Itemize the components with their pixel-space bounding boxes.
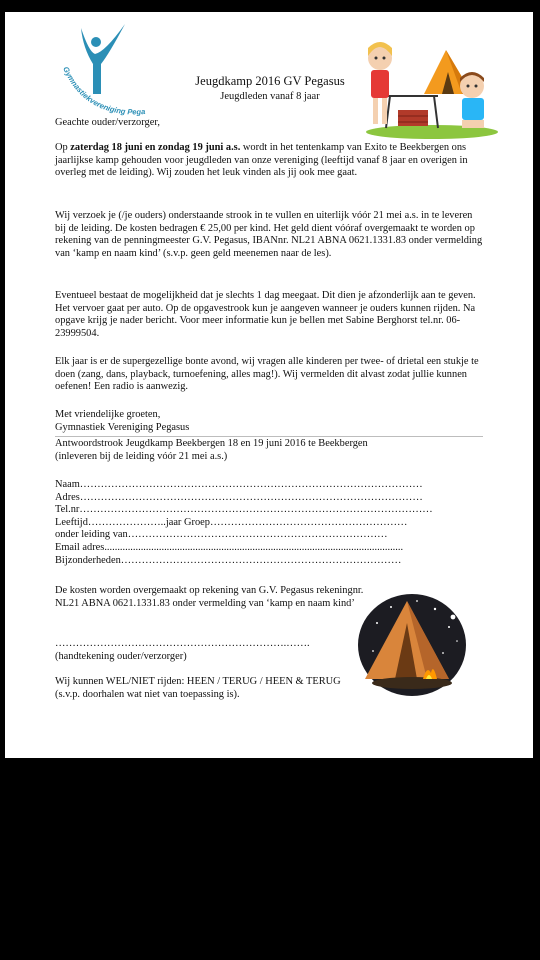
paragraph-camp-dates: [55, 142, 485, 180]
paragraph-bonte-avond: Elk jaar is er de supergezellige bonte avond, wij vragen alle kinderen per twee- of drietal een stukje te doen (zang, dans, playback, turnoefening, alles mag!). Wij vermelden dit alvast zodat jullie kunnen oefenen! Een radio is aanwezig.: [55, 356, 479, 393]
p1-dates: zaterdag 18 juni en zondag 19 juni a.s.: [70, 142, 241, 153]
field-phone[interactable]: Tel.nr…………………………………………………………………………………………: [55, 504, 433, 516]
cost-line-1: De kosten worden overgemaakt op rekening van G.V. Pegasus rekeningnr.: [55, 585, 364, 596]
gymnast-logo-icon: [55, 24, 155, 119]
page-subtitle: Jeugdleden vanaf 8 jaar: [220, 91, 320, 102]
driving-option: Wij kunnen WEL/NIET rijden: HEEN / TERUG / HEEN & TERUG: [55, 676, 341, 687]
signature-field[interactable]: ………………………………………………………….…….: [55, 638, 310, 649]
paragraph-costs: Wij verzoek je (/je ouders) onderstaande strook in te vullen en uiterlijk vóór 21 mei a.s. in te leveren bij de leiding. De kosten bedragen € 25,00 per kind. Het geld dient vóóraf overgemaakt te worden op rekening van de penningmeester G.V. Pegasus, IBANnr. NL21 ABNA 0621.1331.83 onder vermelding van ‘kamp en naam kind’ (s.v.p. geen geld meenemen naar de les).: [55, 210, 483, 259]
reply-form: [55, 479, 485, 567]
kids-camping-illustration: [362, 36, 502, 140]
field-address[interactable]: Adres………………………………………………………………………………………: [55, 491, 423, 503]
organisation-signature: Gymnastiek Vereniging Pegasus: [55, 422, 190, 433]
field-email[interactable]: Email adres...................................................................................................................: [55, 541, 404, 553]
field-details[interactable]: Bijzonderheden………………………………………………………………………: [55, 554, 402, 566]
logo-text: Gymnastiekvereniging Pega: [61, 65, 146, 117]
field-age-group[interactable]: Leeftijd…………………..jaar Groep…………………………………………………: [55, 516, 408, 528]
p1-pre: Op: [55, 142, 71, 153]
field-leader[interactable]: onder leiding van…………………………………………………………………: [55, 529, 388, 541]
pegasus-logo: [55, 24, 155, 119]
moon-icon: [451, 615, 456, 620]
reply-slip-subtitle: (inleveren bij de leiding vóór 21 mei a.s.): [55, 451, 228, 462]
paragraph-transport: Eventueel bestaat de mogelijkheid dat je slechts 1 dag meegaat. Dit dien je afzonderlijk aan te geven. Het vervoer gaat per auto. Op de opgavestrook kun je aangeven wanneer je ouders kunnen rijden. Na opgave krijg je nader bericht. Voor meer informatie kun je bellen met Sabine Berghorst tel.nr. 06-23999504.: [55, 290, 476, 339]
field-name[interactable]: Naam………………………………………………………………………………………: [55, 479, 423, 490]
p1-post: wordt in het tentenkamp van Exito te Beekbergen ons jaarlijkse kamp gehouden voor jeugdleden van onze vereniging (leeftijd vanaf 8 jaar en overigen in overleg met de leiding). Wij zouden het leuk vinden als jij ook mee gaat.: [55, 142, 468, 179]
night-tent-illustration: [357, 593, 467, 697]
letter-page: [5, 12, 533, 758]
divider: [55, 436, 483, 437]
greeting: Geachte ouder/verzorger,: [55, 117, 160, 128]
signature-label: (handtekening ouder/verzorger): [55, 651, 187, 662]
reply-slip-title: Antwoordstrook Jeugdkamp Beekbergen 18 en 19 juni 2016 te Beekbergen: [55, 438, 368, 449]
cost-line-2: NL21 ABNA 0621.1331.83 onder vermelding van ‘kamp en naam kind’: [55, 597, 355, 609]
page-title: Jeugdkamp 2016 GV Pegasus: [195, 74, 345, 88]
driving-note: (s.v.p. doorhalen wat niet van toepassing is).: [55, 689, 240, 700]
closing: Met vriendelijke groeten,: [55, 409, 161, 420]
